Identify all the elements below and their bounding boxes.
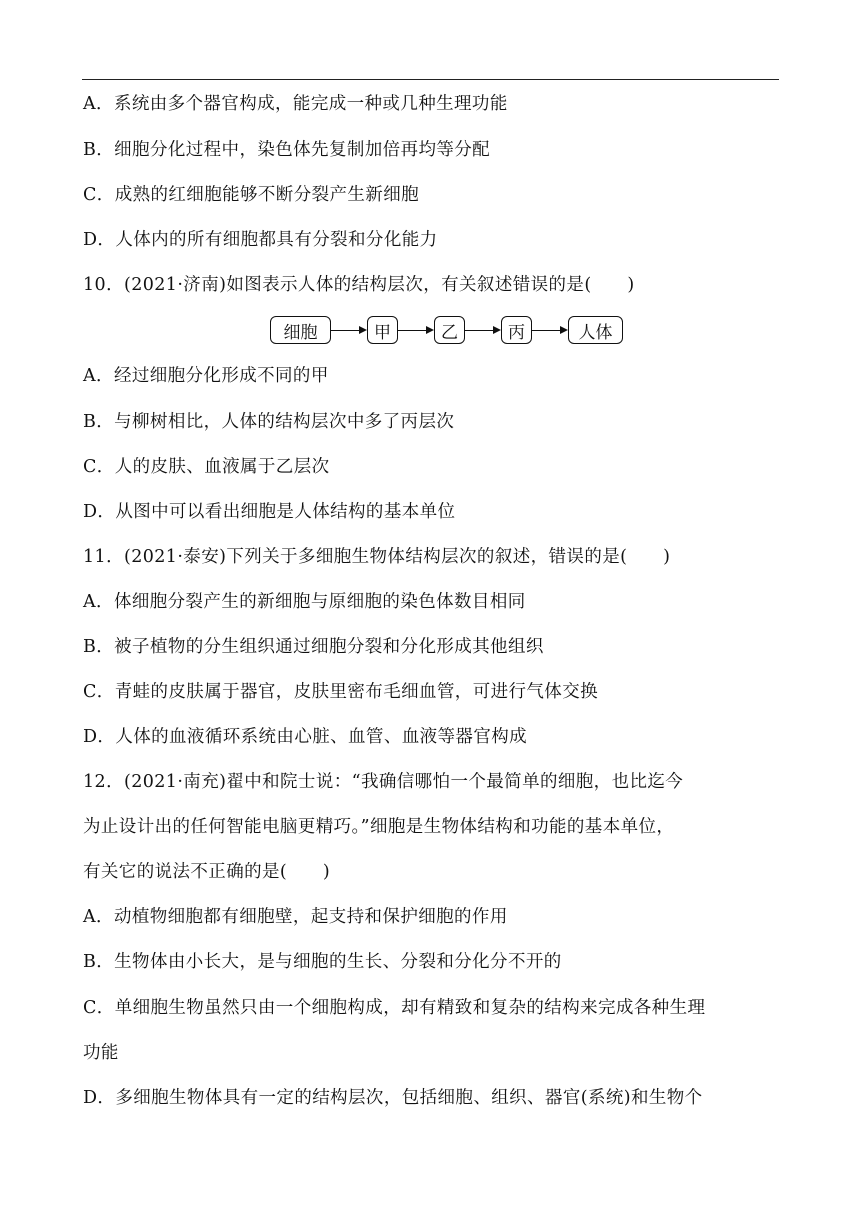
arrow-icon (331, 316, 367, 344)
option-c-q9: C．成熟的红细胞能够不断分裂产生新细胞 (83, 185, 419, 205)
option-a-q11: A．体细胞分裂产生的新细胞与原细胞的染色体数目相同 (83, 592, 526, 612)
option-c-q12: C．单细胞生物虽然只由一个细胞构成，却有精致和复杂的结构来完成各种生理 (83, 998, 706, 1018)
question-10-stem: 10．(2021·济南)如图表示人体的结构层次，有关叙述错误的是( ) (83, 275, 635, 295)
diagram-node-human: 人体 (568, 316, 623, 344)
option-c-q10: C．人的皮肤、血液属于乙层次 (83, 457, 330, 477)
question-12-stem-end: 有关它的说法不正确的是( ) (83, 862, 331, 882)
header-rule (82, 79, 779, 80)
option-a-q9: A．系统由多个器官构成，能完成一种或几种生理功能 (83, 94, 508, 114)
option-b-q11: B．被子植物的分生组织通过细胞分裂和分化形成其他组织 (83, 637, 544, 657)
option-c-q11: C．青蛙的皮肤属于器官，皮肤里密布毛细血管，可进行气体交换 (83, 682, 598, 702)
question-11-stem: 11．(2021·泰安)下列关于多细胞生物体结构层次的叙述，错误的是( ) (83, 547, 671, 567)
option-d-q10: D．从图中可以看出细胞是人体结构的基本单位 (83, 502, 456, 522)
diagram-node-yi: 乙 (434, 316, 465, 344)
arrow-icon (465, 316, 501, 344)
option-b-q12: B．生物体由小长大，是与细胞的生长、分裂和分化分不开的 (83, 952, 562, 972)
option-d-q11: D．人体的血液循环系统由心脏、血管、血液等器官构成 (83, 727, 528, 747)
option-d-q9: D．人体内的所有细胞都具有分裂和分化能力 (83, 230, 438, 250)
diagram-node-cell: 细胞 (270, 316, 331, 344)
diagram-node-bing: 丙 (501, 316, 532, 344)
arrow-icon (398, 316, 434, 344)
question-12-stem-cont: 为止设计出的任何智能电脑更精巧。”细胞是生物体结构和功能的基本单位， (83, 817, 675, 837)
question-12-stem: 12．(2021·南充)翟中和院士说：“我确信哪怕一个最简单的细胞，也比迄今 (83, 772, 684, 792)
structure-hierarchy-diagram (270, 314, 623, 346)
option-c-q12-cont: 功能 (83, 1043, 119, 1063)
option-b-q10: B．与柳树相比，人体的结构层次中多了丙层次 (83, 412, 455, 432)
option-a-q12: A．动植物细胞都有细胞壁，起支持和保护细胞的作用 (83, 907, 508, 927)
option-a-q10: A．经过细胞分化形成不同的甲 (83, 366, 329, 386)
arrow-icon (532, 316, 568, 344)
option-b-q9: B．细胞分化过程中，染色体先复制加倍再均等分配 (83, 140, 491, 160)
option-d-q12: D．多细胞生物体具有一定的结构层次，包括细胞、组织、器官(系统)和生物个 (83, 1088, 703, 1108)
diagram-node-jia: 甲 (367, 316, 398, 344)
